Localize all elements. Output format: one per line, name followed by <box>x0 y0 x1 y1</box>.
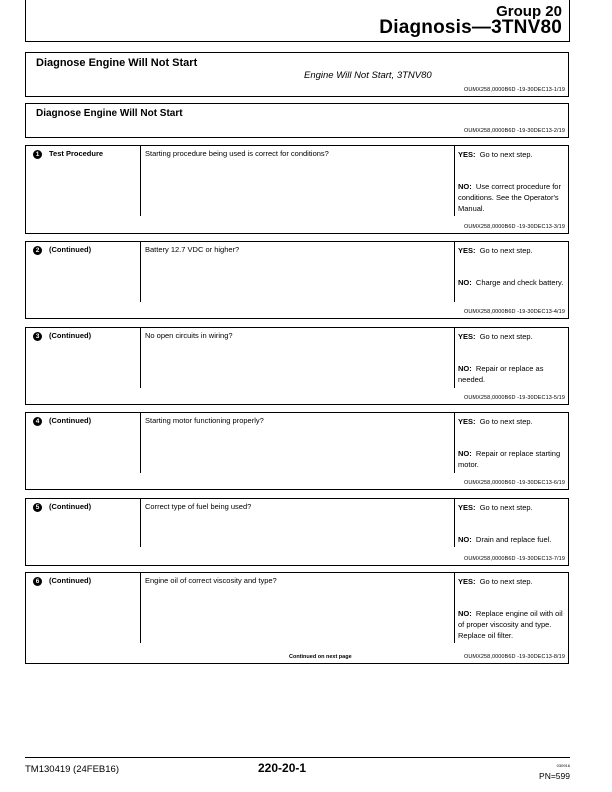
step-3-box <box>25 327 569 405</box>
step-4-no-text: Repair or replace starting motor. <box>458 449 561 469</box>
step-1-no-text: Use correct procedure for conditions. See the Operator's Manual. <box>458 182 561 213</box>
step-6-divider-left <box>140 573 141 643</box>
step-1-box <box>25 145 569 234</box>
step-2-box <box>25 241 569 319</box>
step-4-box <box>25 412 569 490</box>
section-title: Diagnose Engine Will Not Start <box>36 108 183 119</box>
step-2-label: (Continued) <box>49 245 92 254</box>
step-4-label: (Continued) <box>49 416 92 425</box>
footer-pn: PN=599 <box>539 771 570 781</box>
group-label: Group 20 <box>496 3 562 20</box>
step-6-label: (Continued) <box>49 576 92 585</box>
step-6-divider-right <box>454 573 455 643</box>
step-4-number-icon: 4 <box>33 417 42 426</box>
section-ref: OUMX258,0000B6D -19-30DEC13-2/19 <box>463 128 565 134</box>
step-1-yes-text: Go to next step. <box>479 150 533 159</box>
step-1-divider-right <box>454 146 455 216</box>
step-1-yes-label: YES: <box>458 150 476 159</box>
step-5-yes-label: YES: <box>458 503 476 512</box>
step-6-ref: OUMX258,0000B6D -19-30DEC13-8/19 <box>463 654 565 660</box>
step-5-no <box>458 534 564 545</box>
step-2-no <box>458 277 564 288</box>
step-2-yes <box>458 245 564 256</box>
step-6-no-text: Replace engine oil with oil of proper viscosity and type. Replace oil filter. <box>458 609 563 640</box>
step-1-question: Starting procedure being used is correct for conditions? <box>145 149 329 158</box>
step-5-box <box>25 498 569 566</box>
step-3-divider-right <box>454 328 455 388</box>
step-3-yes-label: YES: <box>458 332 476 341</box>
step-6-number-icon: 6 <box>33 577 42 586</box>
step-3-yes <box>458 331 564 342</box>
step-5-question: Correct type of fuel being used? <box>145 502 252 511</box>
step-4-yes-text: Go to next step. <box>479 417 533 426</box>
step-2-no-text: Charge and check battery. <box>475 278 564 287</box>
page-title: Diagnosis—3TNV80 <box>379 17 562 38</box>
footer-page-number: 220-20-1 <box>258 761 307 775</box>
step-1-yes <box>458 149 564 160</box>
step-6-no-label: NO: <box>458 609 472 618</box>
footer-manual-id: TM130419 (24FEB16) <box>25 764 119 775</box>
continued-note: Continued on next page <box>289 654 352 660</box>
step-2-yes-text: Go to next step. <box>479 246 533 255</box>
step-2-no-label: NO: <box>458 278 472 287</box>
step-1-no-label: NO: <box>458 182 472 191</box>
step-5-label: (Continued) <box>49 502 92 511</box>
step-1-divider-left <box>140 146 141 216</box>
step-1-number-icon: 1 <box>33 150 42 159</box>
step-2-ref: OUMX258,0000B6D -19-30DEC13-4/19 <box>463 309 565 315</box>
step-3-no-text: Repair or replace as needed. <box>458 364 544 384</box>
header-right-rule <box>569 0 570 41</box>
step-5-ref: OUMX258,0000B6D -19-30DEC13-7/19 <box>463 556 565 562</box>
step-4-no-label: NO: <box>458 449 472 458</box>
step-3-divider-left <box>140 328 141 388</box>
footer-date-code: 030916 <box>556 763 570 768</box>
intro-ref: OUMX258,0000B6D -19-30DEC13-1/19 <box>463 87 565 93</box>
step-2-question: Battery 12.7 VDC or higher? <box>145 245 240 254</box>
intro-title: Diagnose Engine Will Not Start <box>36 57 198 69</box>
step-3-number-icon: 3 <box>33 332 42 341</box>
step-1-ref: OUMX258,0000B6D -19-30DEC13-3/19 <box>463 224 565 230</box>
intro-subtitle: Engine Will Not Start, 3TNV80 <box>304 70 432 81</box>
step-4-yes-label: YES: <box>458 417 476 426</box>
step-5-divider-right <box>454 499 455 547</box>
step-3-no-label: NO: <box>458 364 472 373</box>
step-4-divider-right <box>454 413 455 473</box>
step-4-yes <box>458 416 564 427</box>
step-2-yes-label: YES: <box>458 246 476 255</box>
step-5-yes <box>458 502 564 513</box>
step-2-divider-left <box>140 242 141 302</box>
step-3-ref: OUMX258,0000B6D -19-30DEC13-5/19 <box>463 395 565 401</box>
step-6-box <box>25 572 569 664</box>
step-3-question: No open circuits in wiring? <box>145 331 233 340</box>
step-5-no-label: NO: <box>458 535 472 544</box>
step-1-label: Test Procedure <box>49 149 104 158</box>
section-box <box>25 103 569 138</box>
step-4-question: Starting motor functioning properly? <box>145 416 264 425</box>
step-6-yes-text: Go to next step. <box>479 577 533 586</box>
header-left-rule <box>25 0 26 41</box>
step-3-label: (Continued) <box>49 331 92 340</box>
step-3-yes-text: Go to next step. <box>479 332 533 341</box>
intro-box <box>25 52 569 97</box>
step-4-ref: OUMX258,0000B6D -19-30DEC13-6/19 <box>463 480 565 486</box>
step-5-divider-left <box>140 499 141 547</box>
step-5-no-text: Drain and replace fuel. <box>475 535 552 544</box>
step-6-yes <box>458 576 564 587</box>
step-5-yes-text: Go to next step. <box>479 503 533 512</box>
step-5-number-icon: 5 <box>33 503 42 512</box>
step-2-number-icon: 2 <box>33 246 42 255</box>
step-4-divider-left <box>140 413 141 473</box>
step-2-divider-right <box>454 242 455 302</box>
footer-rule <box>25 757 570 758</box>
step-3-no <box>458 363 564 385</box>
header-bottom-rule <box>25 41 570 42</box>
step-6-no <box>458 608 564 641</box>
step-1-no <box>458 181 564 214</box>
step-6-yes-label: YES: <box>458 577 476 586</box>
step-6-question: Engine oil of correct viscosity and type? <box>145 576 277 585</box>
step-4-no <box>458 448 564 470</box>
